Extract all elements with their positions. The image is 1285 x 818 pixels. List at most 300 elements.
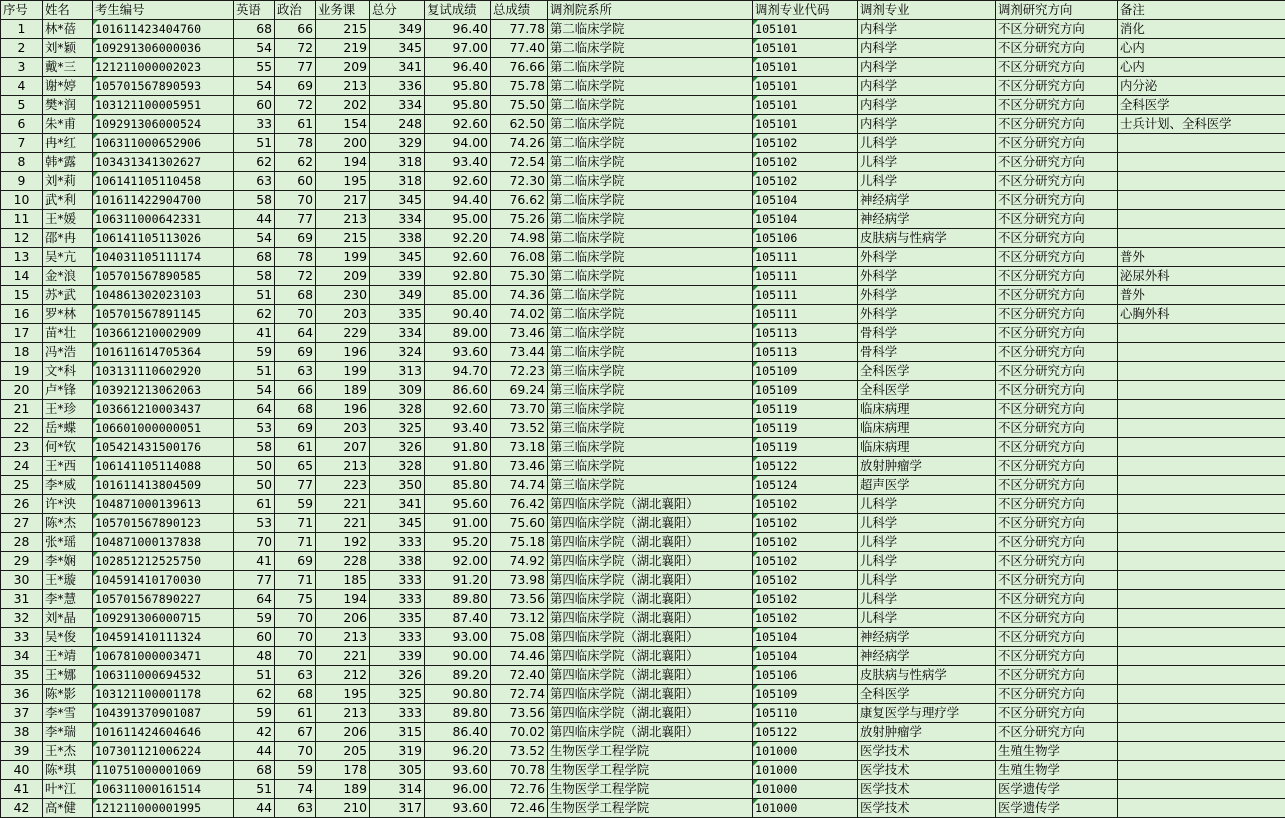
cell-final[interactable]: 73.12 — [491, 609, 548, 628]
cell-exam-id[interactable]: 104391370901087 — [93, 704, 234, 723]
cell-name[interactable]: 许*泱 — [43, 495, 93, 514]
cell-name[interactable]: 武*利 — [43, 191, 93, 210]
cell-school[interactable]: 第二临床学院 — [548, 153, 753, 172]
cell-major-course[interactable]: 154 — [316, 115, 370, 134]
cell-name[interactable]: 刘*颖 — [43, 39, 93, 58]
cell-english[interactable]: 54 — [234, 39, 275, 58]
cell-politics[interactable]: 69 — [275, 419, 316, 438]
cell-total[interactable]: 338 — [370, 552, 425, 571]
cell-english[interactable]: 63 — [234, 172, 275, 191]
cell-major[interactable]: 儿科学 — [858, 609, 996, 628]
cell-major-code[interactable]: 105101 — [753, 115, 858, 134]
cell-retest[interactable]: 93.60 — [425, 343, 491, 362]
cell-school[interactable]: 第三临床学院 — [548, 400, 753, 419]
cell-english[interactable]: 58 — [234, 267, 275, 286]
cell-retest[interactable]: 92.20 — [425, 229, 491, 248]
cell-english[interactable]: 41 — [234, 552, 275, 571]
cell-retest[interactable]: 95.80 — [425, 77, 491, 96]
cell-index[interactable]: 21 — [1, 400, 43, 419]
cell-school[interactable]: 第四临床学院（湖北襄阳） — [548, 571, 753, 590]
cell-final[interactable]: 73.98 — [491, 571, 548, 590]
cell-final[interactable]: 74.92 — [491, 552, 548, 571]
cell-remark[interactable] — [1118, 343, 1285, 362]
cell-total[interactable]: 349 — [370, 286, 425, 305]
cell-politics[interactable]: 70 — [275, 609, 316, 628]
cell-major-code[interactable]: 105102 — [753, 590, 858, 609]
cell-major-course[interactable]: 205 — [316, 742, 370, 761]
cell-major-course[interactable]: 203 — [316, 305, 370, 324]
cell-direction[interactable]: 不区分研究方向 — [996, 153, 1118, 172]
cell-major[interactable]: 儿科学 — [858, 495, 996, 514]
cell-politics[interactable]: 59 — [275, 495, 316, 514]
cell-final[interactable]: 74.36 — [491, 286, 548, 305]
cell-final[interactable]: 73.52 — [491, 419, 548, 438]
cell-exam-id[interactable]: 103121100005951 — [93, 96, 234, 115]
cell-name[interactable]: 王*靖 — [43, 647, 93, 666]
cell-major-code[interactable]: 105101 — [753, 20, 858, 39]
cell-major[interactable]: 神经病学 — [858, 647, 996, 666]
cell-index[interactable]: 29 — [1, 552, 43, 571]
cell-exam-id[interactable]: 105701567890227 — [93, 590, 234, 609]
cell-politics[interactable]: 70 — [275, 305, 316, 324]
cell-major-course[interactable]: 213 — [316, 704, 370, 723]
cell-total[interactable]: 315 — [370, 723, 425, 742]
cell-final[interactable]: 74.26 — [491, 134, 548, 153]
cell-exam-id[interactable]: 103121100001178 — [93, 685, 234, 704]
cell-major-code[interactable]: 105101 — [753, 58, 858, 77]
cell-name[interactable]: 邵*冉 — [43, 229, 93, 248]
cell-school[interactable]: 第二临床学院 — [548, 96, 753, 115]
cell-name[interactable]: 吴*亢 — [43, 248, 93, 267]
cell-major-course[interactable]: 195 — [316, 685, 370, 704]
cell-retest[interactable]: 96.40 — [425, 58, 491, 77]
cell-major[interactable]: 全科医学 — [858, 362, 996, 381]
cell-retest[interactable]: 87.40 — [425, 609, 491, 628]
cell-name[interactable]: 何*钦 — [43, 438, 93, 457]
cell-final[interactable]: 77.78 — [491, 20, 548, 39]
cell-direction[interactable]: 不区分研究方向 — [996, 628, 1118, 647]
cell-index[interactable]: 42 — [1, 799, 43, 818]
cell-major[interactable]: 皮肤病与性病学 — [858, 229, 996, 248]
cell-total[interactable]: 317 — [370, 799, 425, 818]
cell-politics[interactable]: 63 — [275, 799, 316, 818]
cell-retest[interactable]: 92.60 — [425, 400, 491, 419]
cell-major-course[interactable]: 210 — [316, 799, 370, 818]
cell-major-code[interactable]: 105106 — [753, 666, 858, 685]
cell-exam-id[interactable]: 110751000001069 — [93, 761, 234, 780]
cell-major-code[interactable]: 105119 — [753, 438, 858, 457]
cell-exam-id[interactable]: 101611423404760 — [93, 20, 234, 39]
cell-major-code[interactable]: 105102 — [753, 495, 858, 514]
cell-final[interactable]: 72.76 — [491, 780, 548, 799]
cell-english[interactable]: 42 — [234, 723, 275, 742]
cell-major-course[interactable]: 213 — [316, 77, 370, 96]
cell-retest[interactable]: 95.60 — [425, 495, 491, 514]
header-english[interactable]: 英语 — [234, 1, 275, 20]
cell-final[interactable]: 77.40 — [491, 39, 548, 58]
cell-school[interactable]: 第四临床学院（湖北襄阳） — [548, 533, 753, 552]
cell-remark[interactable] — [1118, 761, 1285, 780]
cell-major-course[interactable]: 221 — [316, 495, 370, 514]
cell-retest[interactable]: 90.40 — [425, 305, 491, 324]
cell-retest[interactable]: 91.80 — [425, 438, 491, 457]
cell-direction[interactable]: 不区分研究方向 — [996, 419, 1118, 438]
cell-school[interactable]: 第二临床学院 — [548, 58, 753, 77]
cell-index[interactable]: 37 — [1, 704, 43, 723]
cell-school[interactable]: 第二临床学院 — [548, 248, 753, 267]
cell-major-code[interactable]: 105101 — [753, 96, 858, 115]
cell-retest[interactable]: 91.20 — [425, 571, 491, 590]
cell-total[interactable]: 318 — [370, 153, 425, 172]
cell-total[interactable]: 313 — [370, 362, 425, 381]
cell-exam-id[interactable]: 109291306000036 — [93, 39, 234, 58]
cell-politics[interactable]: 74 — [275, 780, 316, 799]
cell-retest[interactable]: 90.00 — [425, 647, 491, 666]
cell-index[interactable]: 31 — [1, 590, 43, 609]
cell-exam-id[interactable]: 104031105111174 — [93, 248, 234, 267]
cell-exam-id[interactable]: 105421431500176 — [93, 438, 234, 457]
cell-retest[interactable]: 89.20 — [425, 666, 491, 685]
cell-remark[interactable] — [1118, 723, 1285, 742]
cell-politics[interactable]: 70 — [275, 647, 316, 666]
cell-total[interactable]: 333 — [370, 590, 425, 609]
cell-remark[interactable] — [1118, 533, 1285, 552]
cell-major-code[interactable]: 105113 — [753, 343, 858, 362]
cell-major[interactable]: 儿科学 — [858, 571, 996, 590]
cell-exam-id[interactable]: 106141105114088 — [93, 457, 234, 476]
cell-final[interactable]: 75.30 — [491, 267, 548, 286]
cell-direction[interactable]: 不区分研究方向 — [996, 457, 1118, 476]
cell-exam-id[interactable]: 105701567890123 — [93, 514, 234, 533]
cell-direction[interactable]: 不区分研究方向 — [996, 476, 1118, 495]
cell-retest[interactable]: 86.60 — [425, 381, 491, 400]
cell-retest[interactable]: 96.20 — [425, 742, 491, 761]
cell-remark[interactable] — [1118, 799, 1285, 818]
cell-major-course[interactable]: 196 — [316, 400, 370, 419]
cell-politics[interactable]: 69 — [275, 343, 316, 362]
cell-total[interactable]: 345 — [370, 39, 425, 58]
cell-major[interactable]: 内科学 — [858, 39, 996, 58]
cell-english[interactable]: 54 — [234, 77, 275, 96]
cell-school[interactable]: 生物医学工程学院 — [548, 780, 753, 799]
cell-major[interactable]: 超声医学 — [858, 476, 996, 495]
cell-remark[interactable]: 士兵计划、全科医学 — [1118, 115, 1285, 134]
cell-remark[interactable] — [1118, 229, 1285, 248]
cell-major[interactable]: 内科学 — [858, 77, 996, 96]
cell-total[interactable]: 338 — [370, 229, 425, 248]
cell-index[interactable]: 11 — [1, 210, 43, 229]
cell-major-course[interactable]: 199 — [316, 362, 370, 381]
cell-major-course[interactable]: 221 — [316, 647, 370, 666]
cell-politics[interactable]: 77 — [275, 210, 316, 229]
cell-major-code[interactable]: 105102 — [753, 172, 858, 191]
cell-remark[interactable] — [1118, 552, 1285, 571]
cell-index[interactable]: 10 — [1, 191, 43, 210]
cell-major-code[interactable]: 105119 — [753, 419, 858, 438]
cell-name[interactable]: 王*娜 — [43, 666, 93, 685]
cell-retest[interactable]: 94.40 — [425, 191, 491, 210]
cell-exam-id[interactable]: 105701567890585 — [93, 267, 234, 286]
cell-major[interactable]: 儿科学 — [858, 533, 996, 552]
cell-school[interactable]: 第三临床学院 — [548, 419, 753, 438]
cell-major-code[interactable]: 105113 — [753, 324, 858, 343]
cell-direction[interactable]: 生殖生物学 — [996, 742, 1118, 761]
cell-major-code[interactable]: 105102 — [753, 533, 858, 552]
cell-remark[interactable]: 全科医学 — [1118, 96, 1285, 115]
cell-direction[interactable]: 不区分研究方向 — [996, 324, 1118, 343]
cell-exam-id[interactable]: 103661210002909 — [93, 324, 234, 343]
cell-direction[interactable]: 不区分研究方向 — [996, 514, 1118, 533]
cell-school[interactable]: 第二临床学院 — [548, 210, 753, 229]
cell-major[interactable]: 儿科学 — [858, 514, 996, 533]
cell-retest[interactable]: 93.60 — [425, 761, 491, 780]
cell-english[interactable]: 48 — [234, 647, 275, 666]
cell-exam-id[interactable]: 106311000652906 — [93, 134, 234, 153]
cell-major-course[interactable]: 213 — [316, 210, 370, 229]
cell-direction[interactable]: 不区分研究方向 — [996, 343, 1118, 362]
cell-name[interactable]: 王*媛 — [43, 210, 93, 229]
cell-school[interactable]: 第二临床学院 — [548, 324, 753, 343]
cell-major-code[interactable]: 105124 — [753, 476, 858, 495]
cell-retest[interactable]: 85.80 — [425, 476, 491, 495]
cell-final[interactable]: 74.02 — [491, 305, 548, 324]
cell-retest[interactable]: 89.80 — [425, 590, 491, 609]
cell-final[interactable]: 74.98 — [491, 229, 548, 248]
cell-index[interactable]: 25 — [1, 476, 43, 495]
cell-english[interactable]: 53 — [234, 419, 275, 438]
cell-major-course[interactable]: 192 — [316, 533, 370, 552]
cell-politics[interactable]: 60 — [275, 172, 316, 191]
cell-english[interactable]: 59 — [234, 609, 275, 628]
cell-school[interactable]: 第四临床学院（湖北襄阳） — [548, 647, 753, 666]
cell-remark[interactable] — [1118, 400, 1285, 419]
cell-remark[interactable] — [1118, 571, 1285, 590]
cell-major[interactable]: 全科医学 — [858, 381, 996, 400]
cell-major[interactable]: 皮肤病与性病学 — [858, 666, 996, 685]
cell-major[interactable]: 内科学 — [858, 96, 996, 115]
cell-remark[interactable] — [1118, 590, 1285, 609]
cell-major[interactable]: 医学技术 — [858, 742, 996, 761]
cell-index[interactable]: 27 — [1, 514, 43, 533]
cell-name[interactable]: 陈*杰 — [43, 514, 93, 533]
cell-english[interactable]: 41 — [234, 324, 275, 343]
cell-english[interactable]: 44 — [234, 210, 275, 229]
cell-total[interactable]: 336 — [370, 77, 425, 96]
cell-major[interactable]: 神经病学 — [858, 210, 996, 229]
cell-major[interactable]: 骨科学 — [858, 324, 996, 343]
cell-english[interactable]: 59 — [234, 704, 275, 723]
cell-final[interactable]: 75.60 — [491, 514, 548, 533]
cell-retest[interactable]: 89.80 — [425, 704, 491, 723]
cell-exam-id[interactable]: 106781000003471 — [93, 647, 234, 666]
cell-direction[interactable]: 不区分研究方向 — [996, 685, 1118, 704]
cell-exam-id[interactable]: 104591410170030 — [93, 571, 234, 590]
cell-major-course[interactable]: 196 — [316, 343, 370, 362]
header-major-code[interactable]: 调剂专业代码 — [753, 1, 858, 20]
cell-index[interactable]: 34 — [1, 647, 43, 666]
cell-index[interactable]: 24 — [1, 457, 43, 476]
cell-remark[interactable] — [1118, 362, 1285, 381]
cell-name[interactable]: 李*娴 — [43, 552, 93, 571]
cell-name[interactable]: 王*珍 — [43, 400, 93, 419]
cell-direction[interactable]: 不区分研究方向 — [996, 533, 1118, 552]
cell-major-code[interactable]: 105102 — [753, 609, 858, 628]
cell-school[interactable]: 第三临床学院 — [548, 381, 753, 400]
cell-major[interactable]: 儿科学 — [858, 153, 996, 172]
cell-total[interactable]: 318 — [370, 172, 425, 191]
cell-major[interactable]: 儿科学 — [858, 172, 996, 191]
cell-name[interactable]: 刘*晶 — [43, 609, 93, 628]
header-remark[interactable]: 备注 — [1118, 1, 1285, 20]
cell-total[interactable]: 334 — [370, 96, 425, 115]
cell-retest[interactable]: 93.40 — [425, 153, 491, 172]
cell-remark[interactable]: 内分泌 — [1118, 77, 1285, 96]
cell-remark[interactable] — [1118, 495, 1285, 514]
header-total[interactable]: 总分 — [370, 1, 425, 20]
cell-exam-id[interactable]: 105701567890593 — [93, 77, 234, 96]
cell-major-course[interactable]: 189 — [316, 780, 370, 799]
cell-remark[interactable]: 心胸外科 — [1118, 305, 1285, 324]
cell-major-code[interactable]: 105106 — [753, 229, 858, 248]
cell-index[interactable]: 14 — [1, 267, 43, 286]
cell-major[interactable]: 骨科学 — [858, 343, 996, 362]
cell-major-course[interactable]: 215 — [316, 20, 370, 39]
cell-exam-id[interactable]: 101611614705364 — [93, 343, 234, 362]
cell-remark[interactable] — [1118, 476, 1285, 495]
cell-name[interactable]: 王*杰 — [43, 742, 93, 761]
cell-remark[interactable] — [1118, 457, 1285, 476]
cell-major-code[interactable]: 105101 — [753, 77, 858, 96]
cell-remark[interactable] — [1118, 324, 1285, 343]
cell-retest[interactable]: 92.60 — [425, 248, 491, 267]
cell-major[interactable]: 临床病理 — [858, 400, 996, 419]
cell-exam-id[interactable]: 104871000139613 — [93, 495, 234, 514]
cell-remark[interactable] — [1118, 191, 1285, 210]
cell-major-code[interactable]: 105111 — [753, 286, 858, 305]
cell-major[interactable]: 内科学 — [858, 115, 996, 134]
cell-final[interactable]: 73.70 — [491, 400, 548, 419]
cell-direction[interactable]: 不区分研究方向 — [996, 172, 1118, 191]
cell-direction[interactable]: 不区分研究方向 — [996, 552, 1118, 571]
cell-major[interactable]: 儿科学 — [858, 590, 996, 609]
cell-major[interactable]: 外科学 — [858, 248, 996, 267]
cell-major[interactable]: 神经病学 — [858, 628, 996, 647]
cell-final[interactable]: 73.18 — [491, 438, 548, 457]
cell-school[interactable]: 第二临床学院 — [548, 229, 753, 248]
cell-major[interactable]: 儿科学 — [858, 134, 996, 153]
cell-final[interactable]: 73.46 — [491, 324, 548, 343]
cell-politics[interactable]: 64 — [275, 324, 316, 343]
cell-major-code[interactable]: 105109 — [753, 362, 858, 381]
cell-politics[interactable]: 61 — [275, 438, 316, 457]
cell-total[interactable]: 333 — [370, 571, 425, 590]
cell-direction[interactable]: 不区分研究方向 — [996, 362, 1118, 381]
cell-direction[interactable]: 不区分研究方向 — [996, 20, 1118, 39]
cell-total[interactable]: 329 — [370, 134, 425, 153]
cell-retest[interactable]: 86.40 — [425, 723, 491, 742]
cell-final[interactable]: 74.46 — [491, 647, 548, 666]
cell-major-course[interactable]: 199 — [316, 248, 370, 267]
cell-index[interactable]: 1 — [1, 20, 43, 39]
cell-final[interactable]: 73.52 — [491, 742, 548, 761]
cell-exam-id[interactable]: 101611413804509 — [93, 476, 234, 495]
cell-major[interactable]: 临床病理 — [858, 438, 996, 457]
cell-major-course[interactable]: 223 — [316, 476, 370, 495]
cell-english[interactable]: 62 — [234, 153, 275, 172]
cell-index[interactable]: 17 — [1, 324, 43, 343]
cell-retest[interactable]: 85.00 — [425, 286, 491, 305]
cell-final[interactable]: 76.42 — [491, 495, 548, 514]
cell-school[interactable]: 第二临床学院 — [548, 191, 753, 210]
cell-direction[interactable]: 不区分研究方向 — [996, 647, 1118, 666]
cell-total[interactable]: 314 — [370, 780, 425, 799]
cell-english[interactable]: 68 — [234, 20, 275, 39]
cell-major-course[interactable]: 185 — [316, 571, 370, 590]
cell-final[interactable]: 70.78 — [491, 761, 548, 780]
cell-exam-id[interactable]: 103921213062063 — [93, 381, 234, 400]
cell-remark[interactable] — [1118, 514, 1285, 533]
cell-school[interactable]: 第四临床学院（湖北襄阳） — [548, 666, 753, 685]
cell-final[interactable]: 69.24 — [491, 381, 548, 400]
cell-final[interactable]: 76.08 — [491, 248, 548, 267]
cell-major[interactable]: 医学技术 — [858, 799, 996, 818]
cell-major-code[interactable]: 105101 — [753, 39, 858, 58]
cell-school[interactable]: 第二临床学院 — [548, 20, 753, 39]
cell-index[interactable]: 32 — [1, 609, 43, 628]
cell-major-code[interactable]: 105104 — [753, 647, 858, 666]
cell-major-code[interactable]: 101000 — [753, 780, 858, 799]
cell-direction[interactable]: 生殖生物学 — [996, 761, 1118, 780]
cell-major-course[interactable]: 212 — [316, 666, 370, 685]
cell-major-course[interactable]: 230 — [316, 286, 370, 305]
cell-direction[interactable]: 不区分研究方向 — [996, 229, 1118, 248]
cell-total[interactable]: 333 — [370, 533, 425, 552]
cell-final[interactable]: 62.50 — [491, 115, 548, 134]
cell-politics[interactable]: 77 — [275, 58, 316, 77]
cell-politics[interactable]: 72 — [275, 267, 316, 286]
header-retest[interactable]: 复试成绩 — [425, 1, 491, 20]
cell-total[interactable]: 345 — [370, 191, 425, 210]
cell-name[interactable]: 王*西 — [43, 457, 93, 476]
cell-exam-id[interactable]: 104591410111324 — [93, 628, 234, 647]
cell-english[interactable]: 55 — [234, 58, 275, 77]
cell-politics[interactable]: 71 — [275, 514, 316, 533]
cell-english[interactable]: 33 — [234, 115, 275, 134]
cell-name[interactable]: 李*慧 — [43, 590, 93, 609]
cell-major[interactable]: 全科医学 — [858, 685, 996, 704]
cell-name[interactable]: 朱*甫 — [43, 115, 93, 134]
cell-politics[interactable]: 72 — [275, 39, 316, 58]
cell-english[interactable]: 62 — [234, 685, 275, 704]
cell-direction[interactable]: 不区分研究方向 — [996, 96, 1118, 115]
cell-major[interactable]: 外科学 — [858, 305, 996, 324]
cell-remark[interactable] — [1118, 381, 1285, 400]
cell-index[interactable]: 18 — [1, 343, 43, 362]
cell-major[interactable]: 放射肿瘤学 — [858, 723, 996, 742]
cell-school[interactable]: 第三临床学院 — [548, 362, 753, 381]
cell-english[interactable]: 58 — [234, 438, 275, 457]
cell-direction[interactable]: 不区分研究方向 — [996, 571, 1118, 590]
cell-index[interactable]: 40 — [1, 761, 43, 780]
cell-major-course[interactable]: 217 — [316, 191, 370, 210]
header-index[interactable]: 序号 — [1, 1, 43, 20]
cell-retest[interactable]: 93.40 — [425, 419, 491, 438]
header-final[interactable]: 总成绩 — [491, 1, 548, 20]
cell-politics[interactable]: 77 — [275, 476, 316, 495]
cell-major-code[interactable]: 105109 — [753, 381, 858, 400]
cell-direction[interactable]: 不区分研究方向 — [996, 609, 1118, 628]
cell-index[interactable]: 30 — [1, 571, 43, 590]
